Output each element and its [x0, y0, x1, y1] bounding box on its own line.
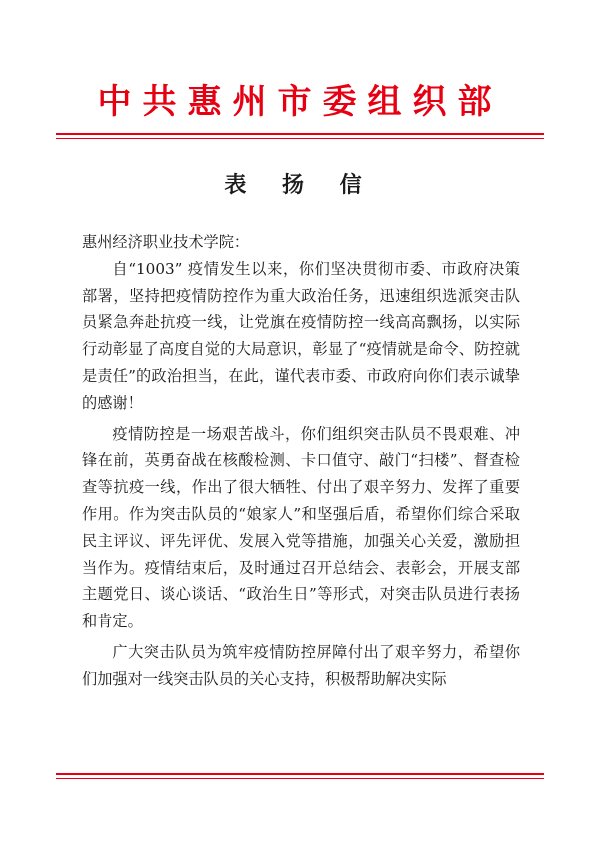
paragraph-1: 自“1003” 疫情发生以来，你们坚决贯彻市委、市政府决策部署，坚持把疫情防控作为重大政治任务，迅速组织选派突击队员紧急奔赴抗疫一线，让党旗在疫情防控一线高高飘扬，以实际行动彰显了高度自觉的大局意识，彰显了“疫情就是命令、防控就是责任”的政治担当，在此，谨代表市委、市政府向你们表示诚挚的感谢！	[82, 259, 520, 412]
footer-rule-thick	[56, 773, 544, 775]
recipient-line: 惠州经济职业技术学院：	[82, 233, 250, 251]
footer-rule-thin	[56, 778, 544, 779]
paragraph-3: 广大突击队员为筑牢疫情防控屏障付出了艰辛努力，希望你们加强对一线突击队员的关心支持，积极帮助解决实际	[82, 642, 520, 688]
paragraph-2: 疫情防控是一场艰苦战斗，你们组织突击队员不畏艰难、冲锋在前，英勇奋战在核酸检测、卡口值守、敲门“扫楼”、督查检查等抗疫一线，作出了很大牺牲、付出了艰辛努力、发挥了重要作用。作为突击队员的“娘家人”和坚强后盾，希望你们综合采取民主评议、评先评优、发展入党等措施，加强关心关爱，激励担当作为。疫情结束后，及时通过召开总结会、表彰会，开展支部主题党日、谈心谈话、“政治生日”等形式，对突击队员进行表扬和肯定。	[82, 424, 520, 631]
letter-body	[82, 229, 520, 693]
document-title: 表 扬 信	[224, 172, 376, 198]
header-rule-thick	[56, 133, 544, 135]
organization-header: 中共惠州市委组织部	[97, 82, 503, 122]
header-rule-thin	[56, 138, 544, 139]
